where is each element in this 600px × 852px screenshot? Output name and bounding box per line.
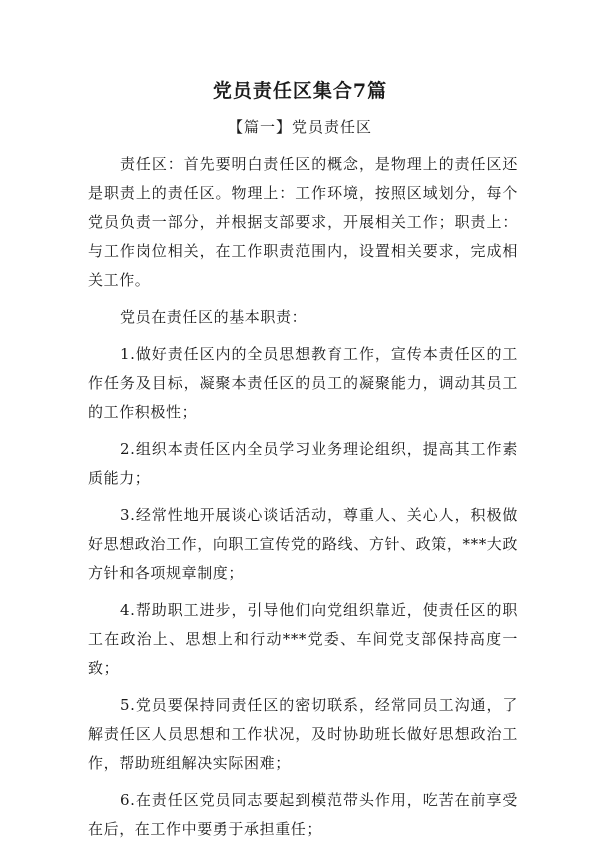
paragraph-item-2: 2.组织本责任区内全员学习业务理论组织，提高其工作素质能力； [88,440,518,487]
document-title: 党员责任区集合7篇 [212,80,388,102]
paragraph-item-1: 1.做好责任区内的全员思想教育工作，宣传本责任区的工作任务及目标，凝聚本责任区的员工的凝聚能力，调动其员工的工作积极性； [88,345,518,421]
paragraph-item-3: 3.经常性地开展谈心谈话活动，尊重人、关心人，积极做好思想政治工作，向职工宣传党的路线、方针、政策，***大政方针和各项规章制度； [88,506,518,582]
paragraph-item-4: 4.帮助职工进步，引导他们向党组织靠近，使责任区的职工在政治上、思想上和行动***党委、车间党支部保持高度一致； [88,601,518,677]
paragraph-duties-heading: 党员在责任区的基本职责： [120,308,308,326]
paragraph-item-6: 6.在责任区党员同志要起到模范带头作用，吃苦在前享受在后，在工作中要勇于承担重任； [88,791,518,838]
paragraph-item-5: 5.党员要保持同责任区的密切联系，经常同员工沟通，了解责任区人员思想和工作状况，及时协助班长做好思想政治工作，帮助班组解决实际困难； [88,696,518,772]
section-heading: 【篇一】党员责任区 [227,118,372,136]
document-body [88,150,518,852]
paragraph-intro: 责任区：首先要明白责任区的概念，是物理上的责任区还是职责上的责任区。物理上：工作环境，按照区域划分，每个党员负责一部分，并根据支部要求，开展相关工作；职责上：与工作岗位相关，在工作职责范围内，设置相关要求，完成相关工作。 [88,155,518,289]
